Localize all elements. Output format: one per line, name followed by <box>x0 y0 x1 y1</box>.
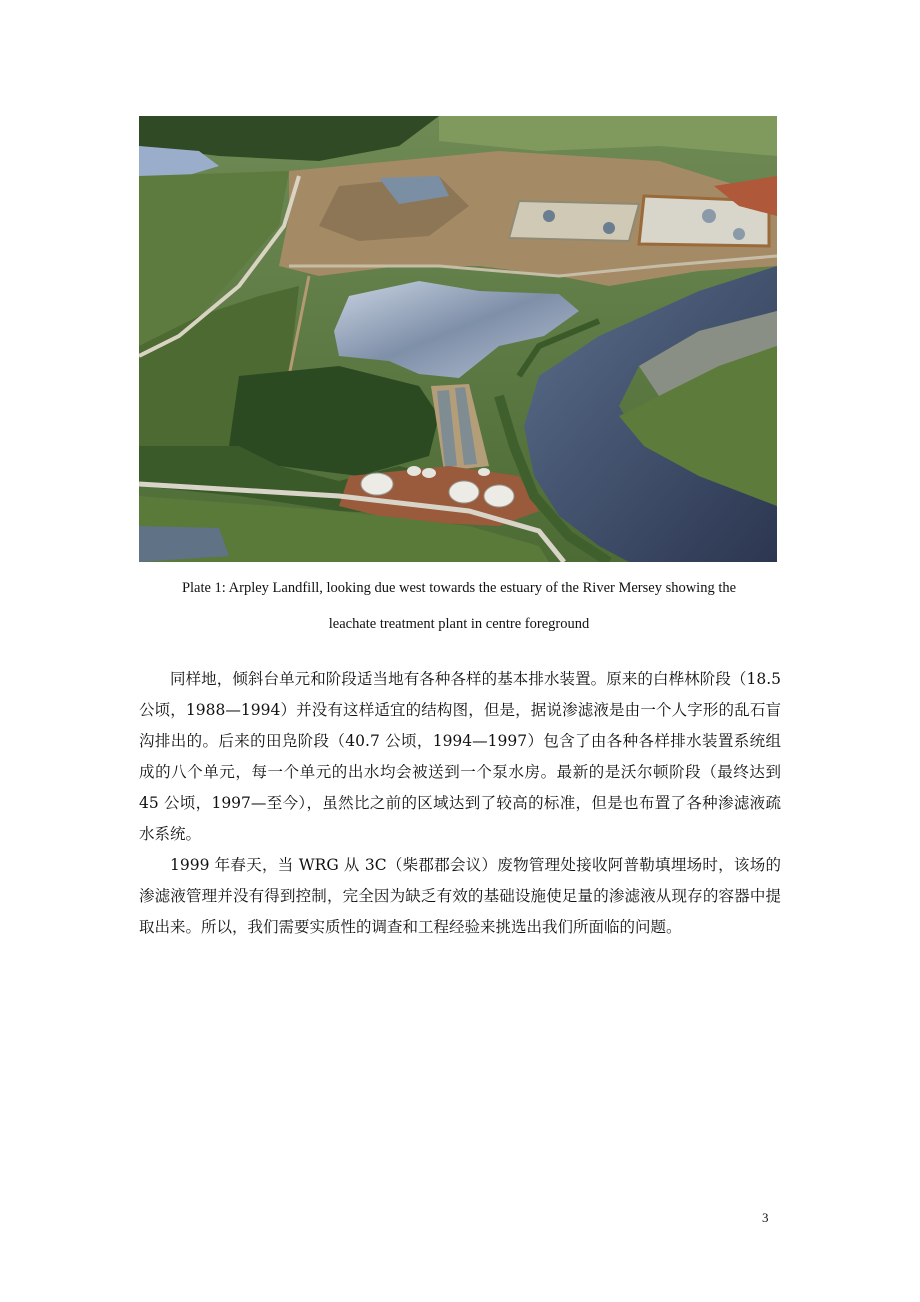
caption-line-1: Plate 1: Arpley Landfill, looking due west towards the estuary of the River Mersey showing the <box>181 580 737 596</box>
aerial-photo-illustration <box>139 116 777 562</box>
aerial-photo <box>139 116 777 562</box>
paragraph-1: 同样地，倾斜台单元和阶段适当地有各种各样的基本排水装置。原来的白桦林阶段（18.5 公顷，1988—1994）并没有这样适宜的结构图，但是，据说渗滤液是由一个人字形的乱石盲沟排出的。后来的田凫阶段（40.7 公顷，1994—1997）包含了由各种各样排水装置系统组成的八个单元，每一个单元的出水均会被送到一个泵水房。最新的是沃尔顿阶段（最终达到 45 公顷，1997—至今），虽然比之前的区域达到了较高的标准，但是也布置了各种渗滤液疏水系统。 <box>139 670 781 843</box>
page-number: 3 <box>762 1210 769 1225</box>
body-text <box>139 664 781 943</box>
caption-line-2: leachate treatment plant in centre foreground <box>328 616 590 632</box>
paragraph-2: 1999 年春天，当 WRG 从 3C（柴郡郡会议）废物管理处接收阿普勒填埋场时，该场的渗滤液管理并没有得到控制，完全因为缺乏有效的基础设施使足量的渗滤液从现存的容器中提取出来。所以，我们需要实质性的调查和工程经验来挑选出我们所面临的问题。 <box>139 856 781 936</box>
